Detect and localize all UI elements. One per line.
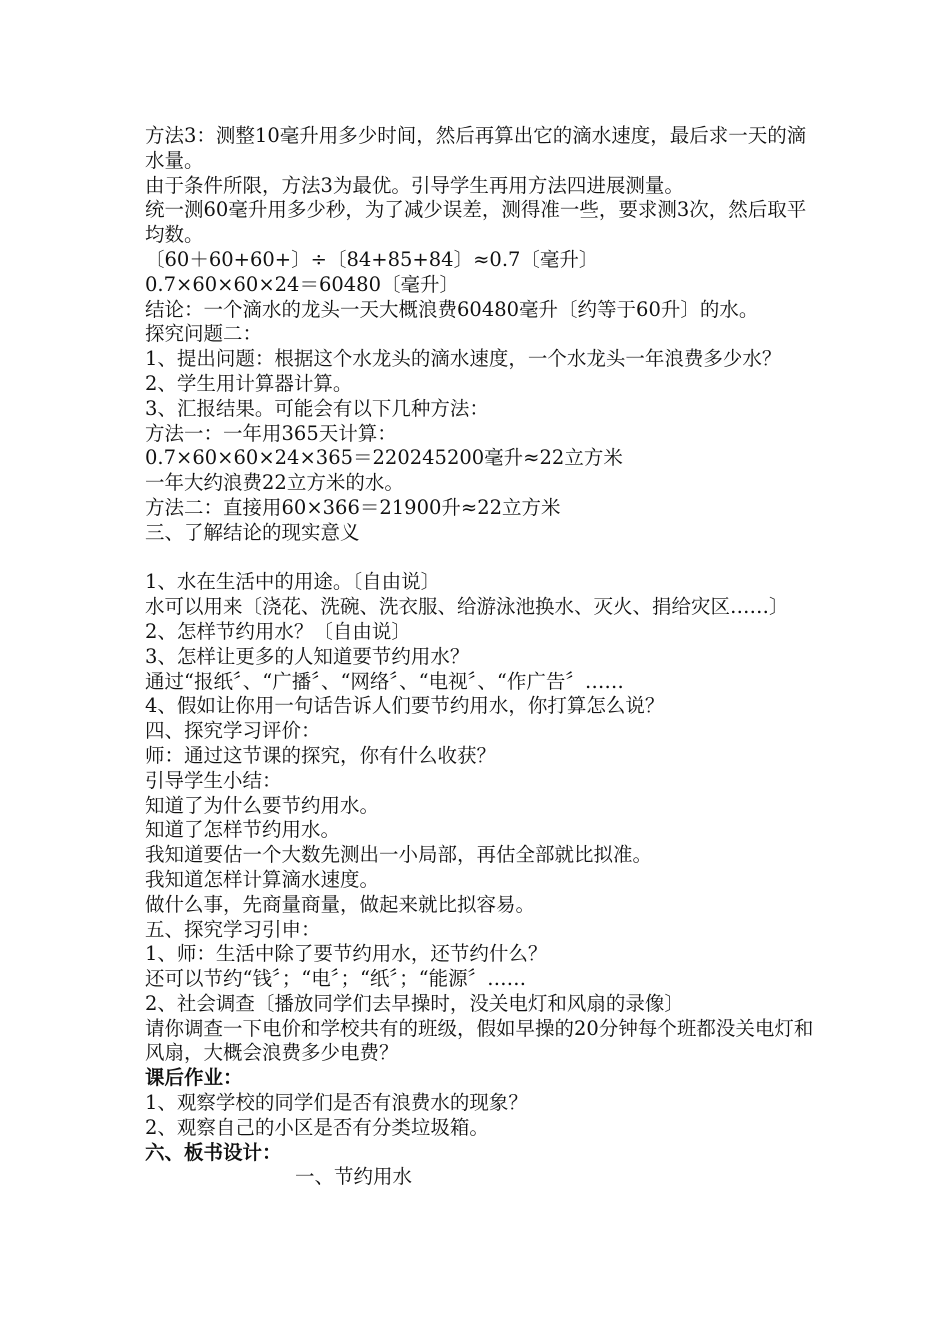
section-heading: 探究问题二： [145,322,263,346]
text-line: 知道了怎样节约用水。 [145,818,341,842]
text-line: 师：通过这节课的探究，你有什么收获？ [145,743,497,767]
text-line: 3、汇报结果。可能会有以下几种方法： [145,396,489,420]
text-line: 4、假如让你用一句话告诉人们要节约用水，你打算怎么说？ [145,694,665,718]
board-design-heading: 六、板书设计： [145,1140,282,1164]
blank-line [145,546,815,571]
text-line: 引导学生小结： [145,768,282,792]
section-heading: 三、了解结论的现实意义 [145,520,360,544]
text-line: 方法二：直接用60×366＝21900升≈22立方米 [145,495,561,519]
text-line: 做什么事，先商量商量，做起来就比拟容易。 [145,892,536,916]
board-design-title: 一、节约用水 [295,1165,413,1189]
text-line: 1、提出问题：根据这个水龙头的滴水速度，一个水龙头一年浪费多少水？ [145,347,782,371]
section-heading: 四、探究学习评价： [145,719,321,743]
homework-item: 2、观察自己的小区是否有分类垃圾箱。 [145,1115,489,1139]
text-line: 知道了为什么要节约用水。 [145,793,380,817]
text-line: 2、学生用计算器计算。 [145,371,353,395]
homework-heading: 课后作业： [145,1066,243,1090]
text-line: 1、师：生活中除了要节约用水，还节约什么？ [145,942,548,966]
section-heading: 五、探究学习引申： [145,917,321,941]
text-line: 通过“报纸〞、“广播〞、“网络〞、“电视〞、“作广告〞…… [145,669,624,693]
text-line: 我知道怎样计算滴水速度。 [145,867,380,891]
document-body [145,124,815,1190]
text-line: 2、怎样节约用水？〔自由说〕 [145,619,411,643]
text-line: 方法一：一年用365天计算： [145,421,397,445]
text-line: 2、社会调查〔播放同学们去早操时，没关电灯和风扇的录像〕 [145,991,684,1015]
text-line: 由于条件所限，方法3为最优。引导学生再用方法四进展测量。 [145,173,684,197]
text-line: 〔60＋60+60+〕÷〔84+85+84〕≈0.7〔毫升〕 [145,247,599,271]
text-line: 我知道要估一个大数先测出一小局部，再估全部就比拟准。 [145,843,653,867]
homework-item: 1、观察学校的同学们是否有浪费水的现象？ [145,1091,528,1115]
text-line: 水可以用来〔浇花、洗碗、洗衣服、给游泳池换水、灭火、捐给灾区……〕 [145,595,789,619]
text-line: 0.7×60×60×24＝60480〔毫升〕 [145,272,459,296]
text-line: 方法3：测整10毫升用多少时间，然后再算出它的滴水速度，最后求一天的滴水量。 [145,124,807,172]
text-line: 请你调查一下电价和学校共有的班级，假如早操的20分钟每个班都没关电灯和风扇，大概会浪费多少电费？ [145,1016,814,1065]
text-line: 还可以节约“钱〞；“电〞；“纸〞；“能源〞…… [145,967,527,991]
text-line: 1、水在生活中的用途。〔自由说〕 [145,570,441,594]
text-line: 一年大约浪费22立方米的水。 [145,471,404,495]
text-line: 统一测60毫升用多少秒，为了减少误差，测得准一些，要求测3次，然后取平均数。 [145,198,807,247]
text-line: 3、怎样让更多的人知道要节约用水？ [145,644,470,668]
text-line: 结论：一个滴水的龙头一天大概浪费60480毫升〔约等于60升〕的水。 [145,297,759,321]
text-line: 0.7×60×60×24×365＝220245200毫升≈22立方米 [145,446,623,470]
